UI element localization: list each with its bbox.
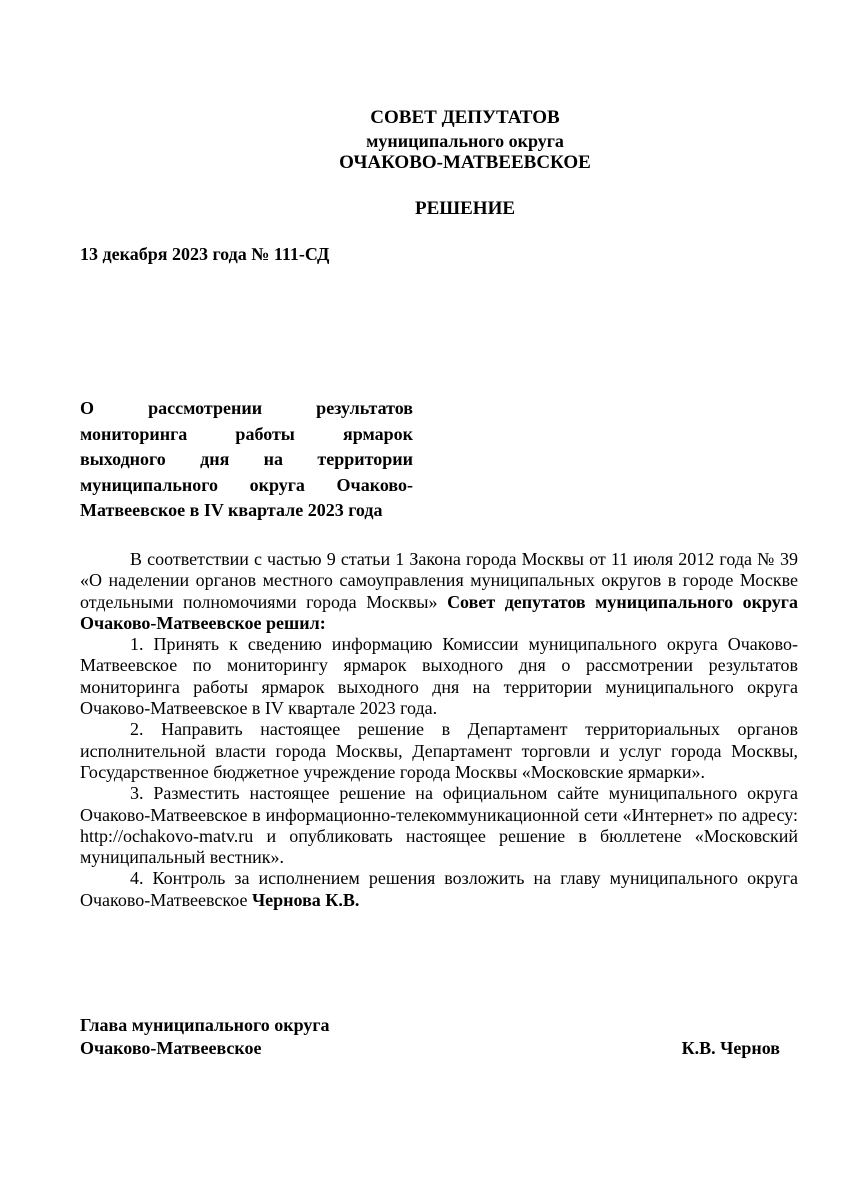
- decision-date-number: 13 декабря 2023 года № 111-СД: [80, 244, 330, 264]
- item-4-responsible: Чернова К.В.: [251, 889, 360, 910]
- intro-text: В соответствии с частью 9 статьи 1 Закона города Москвы от 11 июля 2012 года № 39 «О наделении органов местного самоуправления муниципальных округов в городе Москве отдельными полномочиями города Москвы»: [80, 549, 798, 612]
- intro-resolution: Совет депутатов муниципального округа Очаково-Матвеевское решил:: [80, 591, 798, 633]
- decision-item-2: 2. Направить настоящее решение в Департамент территориальных органов исполнительной власти города Москвы, Департамент торговли и услуг города Москвы, Государственное бюджетное учреждение города Москвы «Московские ярмарки».: [80, 719, 798, 782]
- signature-title-line2: Очаково-Матвеевское: [80, 1038, 262, 1058]
- decision-item-4: [80, 868, 798, 911]
- item-4-text: 4. Контроль за исполнением решения возложить на главу муниципального округа Очаково-Матвеевское: [80, 868, 798, 910]
- decision-item-3: 3. Разместить настоящее решение на официальном сайте муниципального округа Очаково-Матвеевское в информационно-телекоммуникационной сети «Интернет» по адресу: http://ochakovo-matv.ru и опубликовать настоящее решение в бюллетене «Московский муниципальный вестник».: [80, 783, 798, 868]
- signature-row: [80, 1037, 780, 1060]
- decision-subject: О рассмотрении результатов мониторинга работы ярмарок выходного дня на территории муниципального округа Очаково-Матвеевское в IV квартале 2023 года: [80, 398, 413, 520]
- municipality-line: муниципального округа: [366, 131, 564, 151]
- decision-body: [80, 549, 798, 911]
- signature-title-line1: Глава муниципального округа: [80, 1015, 330, 1035]
- district-name: ОЧАКОВО-МАТВЕЕВСКОЕ: [339, 152, 591, 173]
- document-type: РЕШЕНИЕ: [414, 198, 516, 219]
- council-title: СОВЕТ ДЕПУТАТОВ: [370, 107, 560, 128]
- decision-item-1: 1. Принять к сведению информацию Комиссии муниципального округа Очаково-Матвеевское по мониторингу ярмарок выходного дня о рассмотрении результатов мониторинга работы ярмарок выходного дня на территории муниципального округа Очаково-Матвеевское в IV квартале 2023 года.: [80, 634, 798, 719]
- signatory-name: К.В. Чернов: [681, 1038, 780, 1058]
- signature-block: [80, 1014, 780, 1060]
- intro-paragraph: [80, 549, 798, 634]
